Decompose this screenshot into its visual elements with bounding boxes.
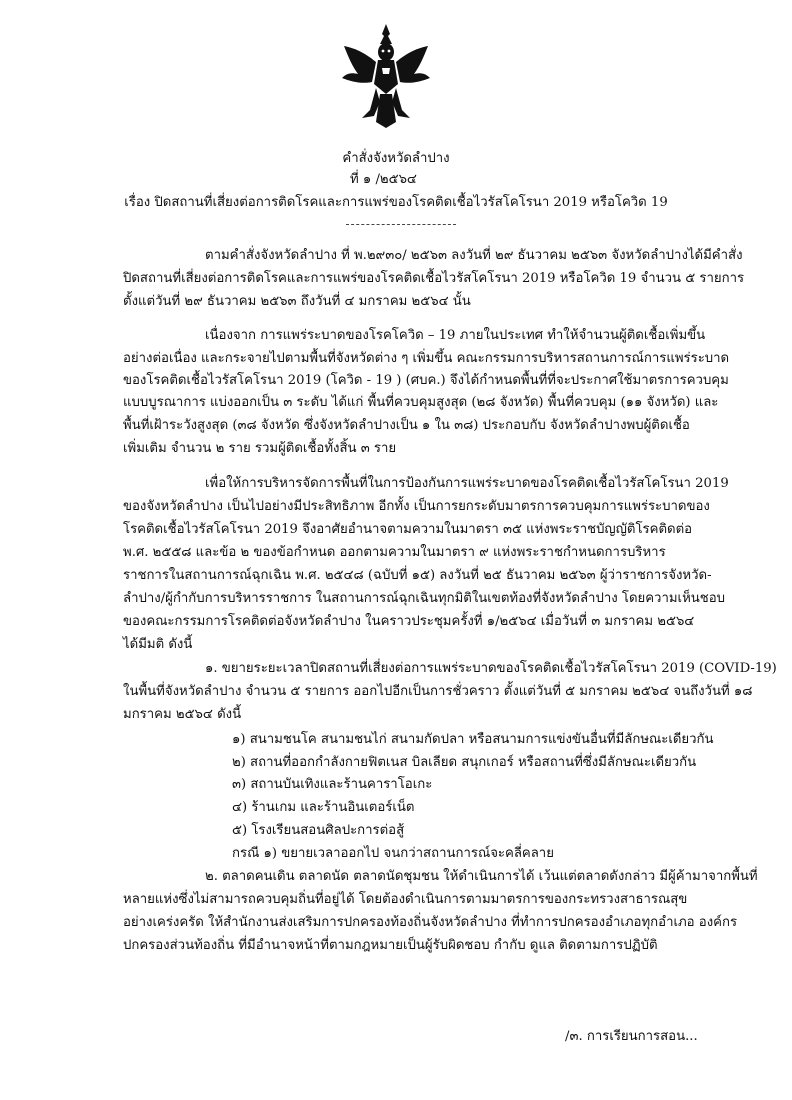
paragraph3-line: โรคติดเชื้อไวรัสโคโรนา 2019 จึงอาศัยอำนาจตามความในมาตรา ๓๕ แห่งพระราชบัญญัติโรคติดต่อ — [123, 522, 693, 537]
paragraph3-line: เพื่อให้การบริหารจัดการพื้นที่ในการป้องกันการแพร่ระบาดของโรคติดเชื้อไวรัสโคโรนา 2019 — [205, 476, 729, 491]
sub-item: ๓) สถานบันเทิงและร้านคาราโอเกะ — [232, 777, 433, 792]
paragraph2-line: แบบบูรณาการ แบ่งออกเป็น ๓ ระดับ ได้แก่ พื้นที่ควบคุมสูงสุด (๒๘ จังหวัด) พื้นที่ควบคุม (๑๑ จังหวัด) และ — [123, 395, 719, 410]
item2-line: อย่างเคร่งครัด ให้สำนักงานส่งเสริมการปกครองท้องถิ่นจังหวัดลำปาง ที่ทำการปกครองอำเภอทุกอำเภอ องค์กร — [123, 915, 738, 930]
paragraph3-line: ลำปาง/ผู้กำกับการบริหารราชการ ในสถานการณ์ฉุกเฉินทุกมิติในเขตท้องที่จังหวัดลำปาง โดยความเห็นชอบ — [123, 591, 726, 606]
paragraph2-line: พื้นที่เฝ้าระวังสูงสุด (๓๘ จังหวัด ซึ่งจังหวัดลำปางเป็น ๑ ใน ๓๘) ประกอบกับ จังหวัดลำปางพบผู้ติดเชื้อ — [123, 418, 690, 433]
paragraph2-line: อย่างต่อเนื่อง และกระจายไปตามพื้นที่จังหวัดต่าง ๆ เพิ่มขึ้น คณะกรรมการบริหารสถานการณ์การแพร่ระบาด — [123, 351, 730, 366]
paragraph1-line: ปิดสถานที่เสี่ยงต่อการติดโรคและการแพร่ของโรคติดเชื้อไวรัสโคโรนา 2019 หรือโควิด 19 จำนวน ๕ รายการ — [123, 271, 745, 286]
item1-line: ๑. ขยายระยะเวลาปิดสถานที่เสี่ยงต่อการแพร่ระบาดของโรคติดเชื้อไวรัสโคโรนา 2019 (COVID-19) — [205, 661, 777, 676]
item2-line: หลายแห่งซึ่งไม่สามารถควบคุมถิ่นที่อยู่ได้ โดยต้องดำเนินการตามมาตรการของกระทรวงสาธารณสุข — [123, 892, 688, 907]
sub-item: ๔) ร้านเกม และร้านอินเตอร์เน็ต — [232, 800, 415, 815]
sub-item: ๑) สนามชนโค สนามชนไก่ สนามกัดปลา หรือสนามการแข่งขันอื่นที่มีลักษณะเดียวกัน — [232, 732, 714, 747]
garuda-emblem-icon — [340, 22, 432, 130]
paragraph3-line: ราชการในสถานการณ์ฉุกเฉิน พ.ศ. ๒๕๔๘ (ฉบับที่ ๑๕) ลงวันที่ ๒๕ ธันวาคม ๒๕๖๓ ผู้ว่าราชการจังหวัด- — [123, 568, 712, 583]
paragraph1-line: ตามคำสั่งจังหวัดลำปาง ที่ พ.๒๙๓๐/ ๒๕๖๓ ลงวันที่ ๒๙ ธันวาคม ๒๕๖๓ จังหวัดลำปางได้มีคำสั่ง — [205, 248, 743, 263]
item2-line: ปกครองส่วนท้องถิ่น ที่มีอำนาจหน้าที่ตามกฎหมายเป็นผู้รับผิดชอบ กำกับ ดูแล ติดตามการปฏิบัติ — [123, 938, 658, 953]
sub-item: ๕) โรงเรียนสอนศิลปะการต่อสู้ — [232, 823, 405, 838]
paragraph3-line: ของคณะกรรมการโรคติดต่อจังหวัดลำปาง ในคราวประชุมครั้งที่ ๑/๒๕๖๔ เมื่อวันที่ ๓ มกราคม ๒๕๖๔ — [123, 614, 695, 629]
paragraph3-line: พ.ศ. ๒๕๕๘ และข้อ ๒ ของข้อกำหนด ออกตามความในมาตรา ๙ แห่งพระราชกำหนดการบริหาร — [123, 545, 666, 560]
order-title: คำสั่งจังหวัดลำปาง — [342, 151, 450, 166]
item1-line: ในพื้นที่จังหวัดลำปาง จำนวน ๕ รายการ ออกไปอีกเป็นการชั่วคราว ตั้งแต่วันที่ ๕ มกราคม ๒๕๖๔ จนถึงวันที่ ๑๘ — [123, 684, 753, 699]
item2-line: ๒. ตลาดคนเดิน ตลาดนัด ตลาดนัดชุมชน ให้ดำเนินการได้ เว้นแต่ตลาดดังกล่าว มีผู้ค้ามาจากพื้นที่ — [205, 869, 758, 884]
separator-line — [346, 224, 456, 225]
order-subject: เรื่อง ปิดสถานที่เสี่ยงต่อการติดโรคและการแพร่ของโรคติดเชื้อไวรัสโคโรนา 2019 หรือโควิด 19 — [124, 195, 668, 210]
paragraph3-line: ได้มีมติ ดังนี้ — [123, 637, 193, 652]
paragraph3-line: ของจังหวัดลำปาง เป็นไปอย่างมีประสิทธิภาพ อีกทั้ง เป็นการยกระดับมาตรการควบคุมการแพร่ระบาดของ — [123, 499, 710, 514]
paragraph2-line: เนื่องจาก การแพร่ระบาดของโรคโควิด – 19 ภายในประเทศ ทำให้จำนวนผู้ติดเชื้อเพิ่มขึ้น — [205, 328, 706, 343]
paragraph2-line: ของโรคติดเชื้อไวรัสโคโรนา 2019 (โควิด - 19 ) (ศบค.) จึงได้กำหนดพื้นที่ที่จะประกาศใช้มาตรการควบคุม — [123, 373, 729, 388]
sub-item-note: กรณี ๑) ขยายเวลาออกไป จนกว่าสถานการณ์จะคลี่คลาย — [232, 846, 554, 861]
order-number: ที่ ๑ /๒๕๖๔ — [350, 172, 417, 187]
continuation-marker: /๓. การเรียนการสอน... — [565, 1029, 698, 1044]
paragraph1-line: ตั้งแต่วันที่ ๒๙ ธันวาคม ๒๕๖๓ ถึงวันที่ ๔ มกราคม ๒๕๖๔ นั้น — [123, 294, 471, 309]
sub-item: ๒) สถานที่ออกกำลังกายฟิตเนส บิลเลียด สนุกเกอร์ หรือสถานที่ซึ่งมีลักษณะเดียวกัน — [232, 755, 697, 770]
item1-line: มกราคม ๒๕๖๔ ดังนี้ — [123, 707, 242, 722]
paragraph2-line: เพิ่มเติม จำนวน ๒ ราย รวมผู้ติดเชื้อทั้งสิ้น ๓ ราย — [123, 441, 397, 456]
